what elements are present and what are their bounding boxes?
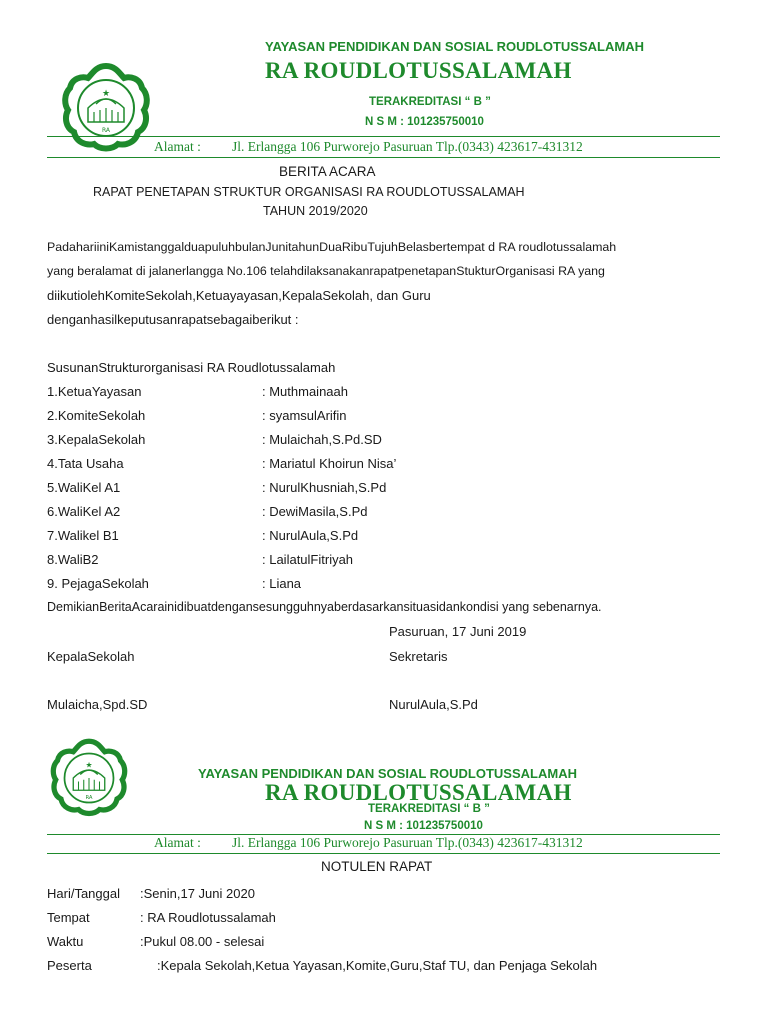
address-label: Alamat : [154,139,201,154]
signature-left-name: Mulaicha,Spd.SD [47,697,148,712]
letterhead-name: RA ROUDLOTUSSALAMAH [265,780,572,805]
paragraph-line-1: PadahariiniKamistanggalduapuluhbulanJunitahunDuaRibuTujuhBelasbertempat d RA roudlotussalamah [47,240,617,254]
letterhead-org: YAYASAN PENDIDIKAN DAN SOSIAL ROUDLOTUSSALAMAH [265,39,644,54]
place-date: Pasuruan, 17 Juni 2019 [389,624,527,639]
signature-right-title: Sekretaris [389,649,448,664]
letterhead-accreditation: TERAKREDITASI “ B ” [369,96,491,108]
structure-role: 2.KomiteSekolah [47,408,146,423]
structure-role: 1.KetuaYayasan [47,384,142,399]
structure-person: : Mulaichah,S.Pd.SD [262,432,382,447]
letterhead-nsm: N S M : 101235750010 [364,820,483,832]
structure-person: : syamsulArifin [262,408,347,423]
structure-person: : Mariatul Khoirun Nisa’ [262,456,397,471]
letterhead-top-rule [47,136,720,137]
structure-heading: SusunanStrukturorganisasi RA Roudlotussalamah [47,360,336,375]
notulen-label: Tempat [47,910,90,925]
closing-statement: DemikianBeritaAcarainidibuatdengansesungguhnyaberdasarkansituasidankondisi yang sebenarnya. [47,600,602,614]
structure-role: 5.WaliKel A1 [47,480,121,495]
structure-person: : LailatulFitriyah [262,552,354,567]
structure-person: : NurulKhusniah,S.Pd [262,480,387,495]
structure-person: : NurulAula,S.Pd [262,528,359,543]
address-text: Jl. Erlangga 106 Purworejo Pasuruan Tlp.(0343) 423617-431312 [232,835,583,850]
address-label: Alamat : [154,835,201,850]
notulen-label: Hari/Tanggal [47,886,120,901]
signature-right-name: NurulAula,S.Pd [389,697,478,712]
notulen-value: :Kepala Sekolah,Ketua Yayasan,Komite,Guru,Staf TU, dan Penjaga Sekolah [157,958,598,973]
notulen-value: :Senin,17 Juni 2020 [140,886,255,901]
paragraph-line-2: yang beralamat di jalanerlangga No.106 telahdilaksanakanrapatpenetapanStukturOrganisasi RA yang [47,264,605,278]
address-text: Jl. Erlangga 106 Purworejo Pasuruan Tlp.(0343) 423617-431312 [232,139,583,154]
svg-text:RA: RA [101,127,111,134]
svg-text:★: ★ [85,760,93,770]
letterhead-org: YAYASAN PENDIDIKAN DAN SOSIAL ROUDLOTUSSALAMAH [198,766,577,781]
notulen-value: :Pukul 08.00 - selesai [140,934,265,949]
structure-role: 7.Walikel B1 [47,528,119,543]
structure-role: 4.Tata Usaha [47,456,124,471]
structure-person: : DewiMasila,S.Pd [262,504,368,519]
letterhead-bottom-rule [47,853,720,854]
notulen-value: : RA Roudlotussalamah [140,910,276,925]
letterhead-name: RA ROUDLOTUSSALAMAH [265,58,572,83]
notulen-title: NOTULEN RAPAT [321,859,433,874]
berita-acara-title: BERITA ACARA [279,164,376,179]
berita-acara-subtitle-1: RAPAT PENETAPAN STRUKTUR ORGANISASI RA ROUDLOTUSSALAMAH [93,185,525,199]
structure-role: 9. PejagaSekolah [47,576,149,591]
structure-role: 3.KepalaSekolah [47,432,146,447]
mosque-emblem-icon [47,736,131,820]
notulen-label: Peserta [47,958,92,973]
paragraph-line-4: denganhasilkeputusanrapatsebagaiberikut : [47,312,299,327]
structure-person: : Liana [262,576,302,591]
signature-left-title: KepalaSekolah [47,649,135,664]
paragraph-line-3: diikutiolehKomiteSekolah,Ketuayayasan,KepalaSekolah, dan Guru [47,288,431,303]
letterhead-nsm: N S M : 101235750010 [365,116,484,128]
letterhead-bottom-rule [47,157,720,158]
structure-role: 8.WaliB2 [47,552,99,567]
mosque-emblem-icon [58,60,154,156]
berita-acara-subtitle-2: TAHUN 2019/2020 [263,204,368,218]
structure-role: 6.WaliKel A2 [47,504,121,519]
svg-text:RA: RA [85,795,93,801]
structure-person: : Muthmainaah [262,384,348,399]
notulen-label: Waktu [47,934,84,949]
letterhead-accreditation: TERAKREDITASI “ B ” [368,803,490,815]
svg-text:★: ★ [101,89,111,99]
